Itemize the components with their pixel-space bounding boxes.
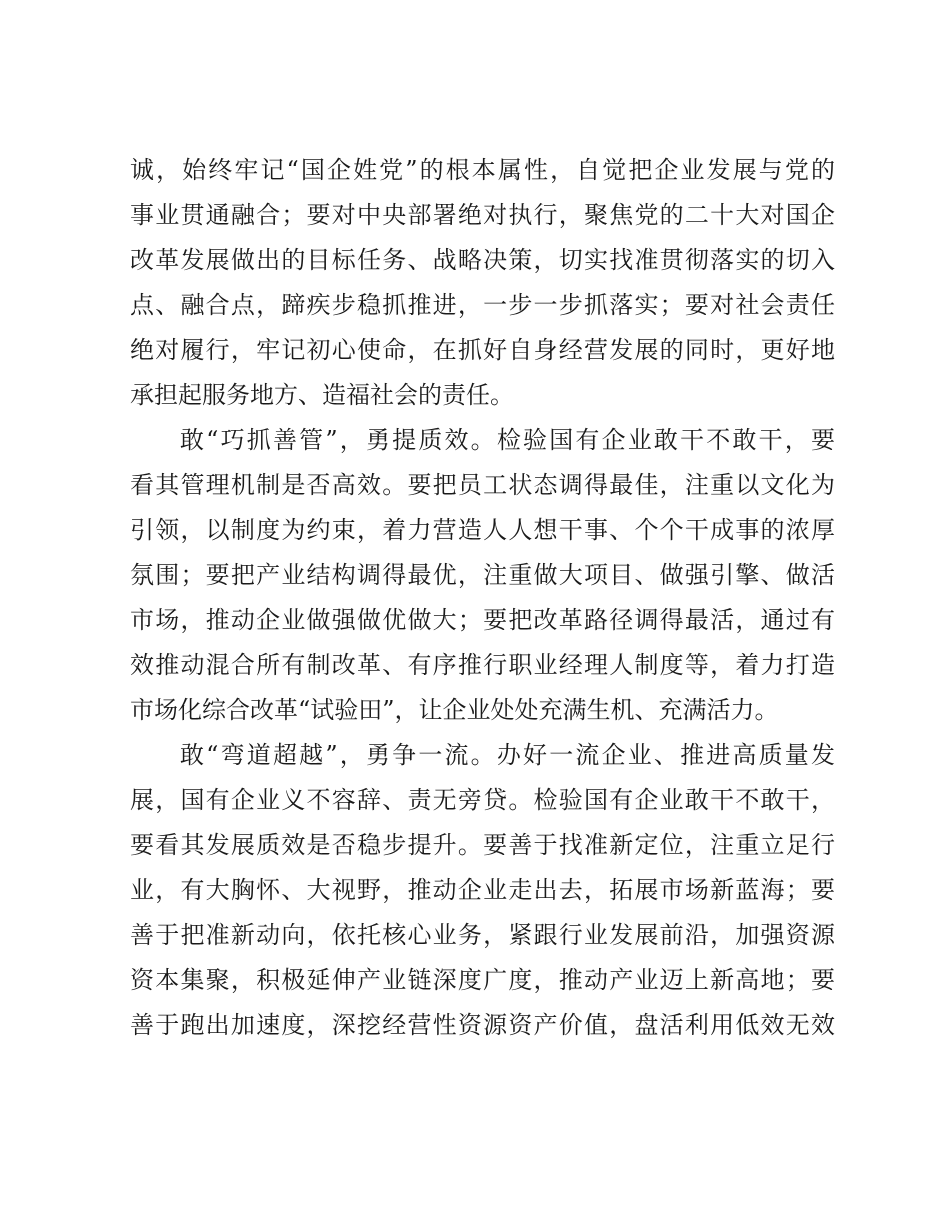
paragraph-1-line-2: 事业贯通融合；要对中央部署绝对执行，聚焦党的二十大对国企 [130,201,835,229]
paragraph-2-line-3: 引领，以制度为约束，着力营造人人想干事、个个干成事的浓厚 [130,516,835,544]
paragraph-3-line-4: 业，有大胸怀、大视野，推动企业走出去，拓展市场新蓝海；要 [130,876,835,904]
paragraph-1-line-5: 绝对履行，牢记初心使命，在抓好自身经营发展的同时，更好地 [130,336,835,364]
paragraph-3-line-2: 展，国有企业义不容辞、责无旁贷。检验国有企业敢干不敢干， [130,786,835,814]
paragraph-2-line-5: 市场，推动企业做强做优做大；要把改革路径调得最活，通过有 [130,606,835,634]
paragraph-2-line-1: 敢“巧抓善管”，勇提质效。检验国有企业敢干不敢干，要 [180,426,835,454]
paragraph-1-line-4: 点、融合点，蹄疾步稳抓推进，一步一步抓落实；要对社会责任 [130,291,835,319]
paragraph-2-line-6: 效推动混合所有制改革、有序推行职业经理人制度等，着力打造 [130,651,835,679]
paragraph-1-line-3: 改革发展做出的目标任务、战略决策，切实找准贯彻落实的切入 [130,246,835,274]
paragraph-1-line-6: 承担起服务地方、造福社会的责任。 [130,381,514,409]
paragraph-3-line-6: 资本集聚，积极延伸产业链深度广度，推动产业迈上新高地；要 [130,966,835,994]
paragraph-2-line-2: 看其管理机制是否高效。要把员工状态调得最佳，注重以文化为 [130,471,835,499]
paragraph-3-line-3: 要看其发展质效是否稳步提升。要善于找准新定位，注重立足行 [130,831,835,859]
paragraph-2-line-4: 氛围；要把产业结构调得最优，注重做大项目、做强引擎、做活 [130,561,835,589]
paragraph-3-line-7: 善于跑出加速度，深挖经营性资源资产价值，盘活利用低效无效 [130,1011,835,1039]
paragraph-1-line-1: 诚，始终牢记“国企姓党”的根本属性，自觉把企业发展与党的 [130,156,835,184]
paragraph-3-line-5: 善于把准新动向，依托核心业务，紧跟行业发展前沿，加强资源 [130,921,835,949]
paragraph-2-line-7: 市场化综合改革“试验田”，让企业处处充满生机、充满活力。 [130,696,779,724]
paragraph-3-line-1: 敢“弯道超越”，勇争一流。办好一流企业、推进高质量发 [180,741,835,769]
